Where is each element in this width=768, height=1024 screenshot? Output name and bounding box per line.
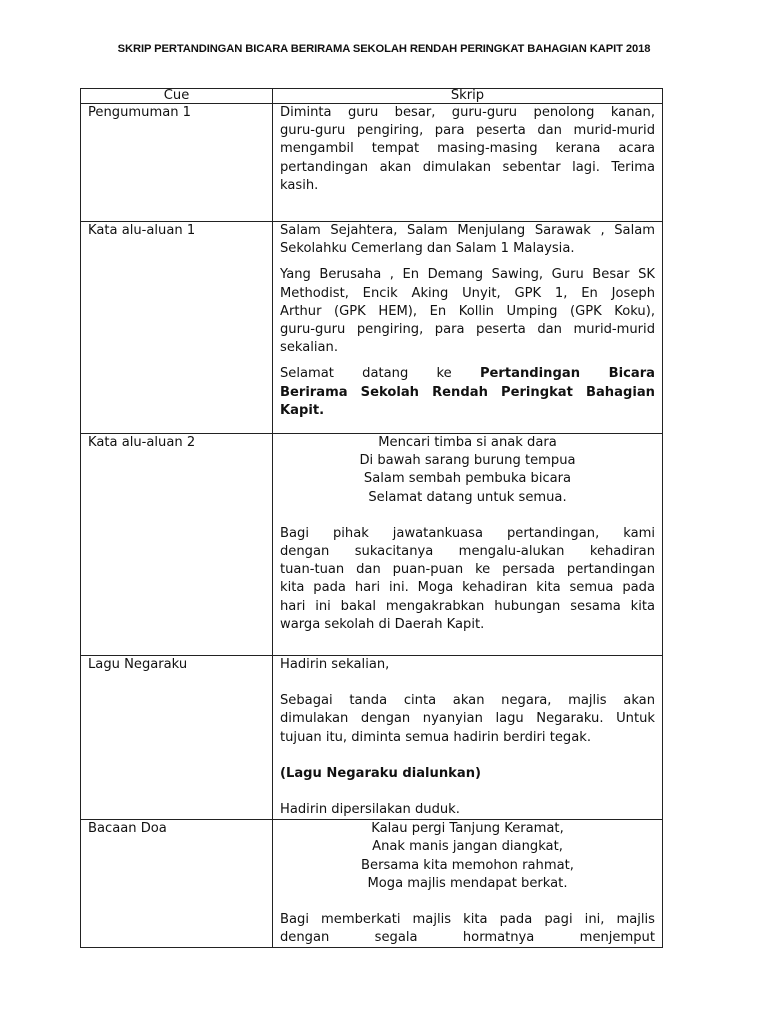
table-row xyxy=(81,434,663,656)
verse-line: Salam sembah pembuka bicara xyxy=(363,471,572,487)
script-line: Bagi memberkati majlis kita pada pagi ini, majlis xyxy=(280,912,655,928)
header-skrip: Skrip xyxy=(273,89,663,104)
script-line: pertandingan akan dimulakan sebentar lagi. Terima xyxy=(280,159,655,175)
verse-line: Selamat datang untuk semua. xyxy=(368,489,567,505)
table-row xyxy=(81,104,663,222)
verse-line: Di bawah sarang burung tempua xyxy=(359,453,576,469)
script-cell xyxy=(273,820,663,948)
event-name-part: Pertandingan Bicara xyxy=(479,366,656,382)
verse-line: Mencari timba si anak dara xyxy=(378,435,557,450)
welcome-prefix: Selamat datang ke xyxy=(280,366,452,382)
welcome-line xyxy=(280,384,655,402)
script-line: Methodist, Encik Aking Unyit, GPK 1, En Joseph xyxy=(280,285,655,301)
cue-cell: Pengumuman 1 xyxy=(81,104,273,222)
table-header-row xyxy=(81,89,663,104)
script-line: Sebagai tanda cinta akan negara, majlis akan xyxy=(280,693,655,709)
script-cell xyxy=(273,434,663,656)
greeting-line: Hadirin sekalian, xyxy=(280,657,390,672)
welcome-line xyxy=(280,365,655,383)
script-line: dimulakan dengan nyanyian lagu Negaraku. Untuk xyxy=(280,711,655,727)
script-line: Sekolahku Cemerlang dan Salam 1 Malaysia. xyxy=(280,241,575,257)
script-line: Arthur (GPK HEM), En Kollin Umping (GPK Koku), xyxy=(280,303,655,319)
script-line: tuan-tuan dan puan-puan ke persada pertandingan xyxy=(280,562,655,578)
cue-cell: Bacaan Doa xyxy=(81,820,273,948)
script-line: mengambil tempat masing-masing kerana acara xyxy=(280,141,655,157)
event-name-part: Kapit. xyxy=(280,402,325,418)
script-cell xyxy=(273,656,663,820)
script-line: hari ini bakal mengakrabkan hubungan sesama kita xyxy=(280,598,655,614)
script-line: sekalian. xyxy=(280,340,339,356)
anthem-cue-line xyxy=(280,765,655,783)
script-line: kasih. xyxy=(280,177,319,193)
script-line: dengan sukacitanya mengalu-alukan kehadiran xyxy=(280,544,655,560)
welcome-line xyxy=(280,402,655,420)
script-line: Diminta guru besar, guru-guru penolong kanan, xyxy=(280,105,655,120)
table-row xyxy=(81,820,663,948)
header-cue: Cue xyxy=(81,89,273,104)
script-table xyxy=(80,88,663,948)
cue-cell: Kata alu-aluan 2 xyxy=(81,434,273,656)
document-title: SKRIP PERTANDINGAN BICARA BERIRAMA SEKOLAH RENDAH PERINGKAT BAHAGIAN KAPIT 2018 xyxy=(117,43,651,55)
script-line: warga sekolah di Daerah Kapit. xyxy=(280,616,485,632)
script-cell xyxy=(273,104,663,222)
script-line: dengan segala hormatnya menjemput xyxy=(280,930,655,946)
anthem-cue-text: (Lagu Negaraku dialunkan) xyxy=(280,765,482,781)
event-name-part: Berirama Sekolah Rendah Peringkat Bahagian xyxy=(280,384,655,400)
script-line: kita pada hari ini. Moga kehadiran kita semua pada xyxy=(280,580,655,596)
script-line: Salam Sejahtera, Salam Menjulang Sarawak , Salam xyxy=(280,223,655,238)
script-line: Bagi pihak jawatankuasa pertandingan, kami xyxy=(280,525,655,541)
verse-line: Bersama kita memohon rahmat, xyxy=(361,857,574,873)
verse-line: Moga majlis mendapat berkat. xyxy=(367,875,568,891)
table-row xyxy=(81,222,663,434)
closing-line: Hadirin dipersilakan duduk. xyxy=(280,802,460,818)
script-line: tujuan itu, diminta semua hadirin berdiri tegak. xyxy=(280,729,592,745)
script-line: guru-guru pengiring, para peserta dan murid-murid xyxy=(280,322,655,338)
cue-cell: Kata alu-aluan 1 xyxy=(81,222,273,434)
script-line: Yang Berusaha , En Demang Sawing, Guru Besar SK xyxy=(280,267,655,283)
verse-line: Kalau pergi Tanjung Keramat, xyxy=(371,821,564,837)
table-row xyxy=(81,656,663,820)
script-cell xyxy=(273,222,663,434)
script-line: guru-guru pengiring, para peserta dan murid-murid xyxy=(280,123,655,139)
cue-cell: Lagu Negaraku xyxy=(81,656,273,820)
verse-line: Anak manis jangan diangkat, xyxy=(372,839,563,855)
